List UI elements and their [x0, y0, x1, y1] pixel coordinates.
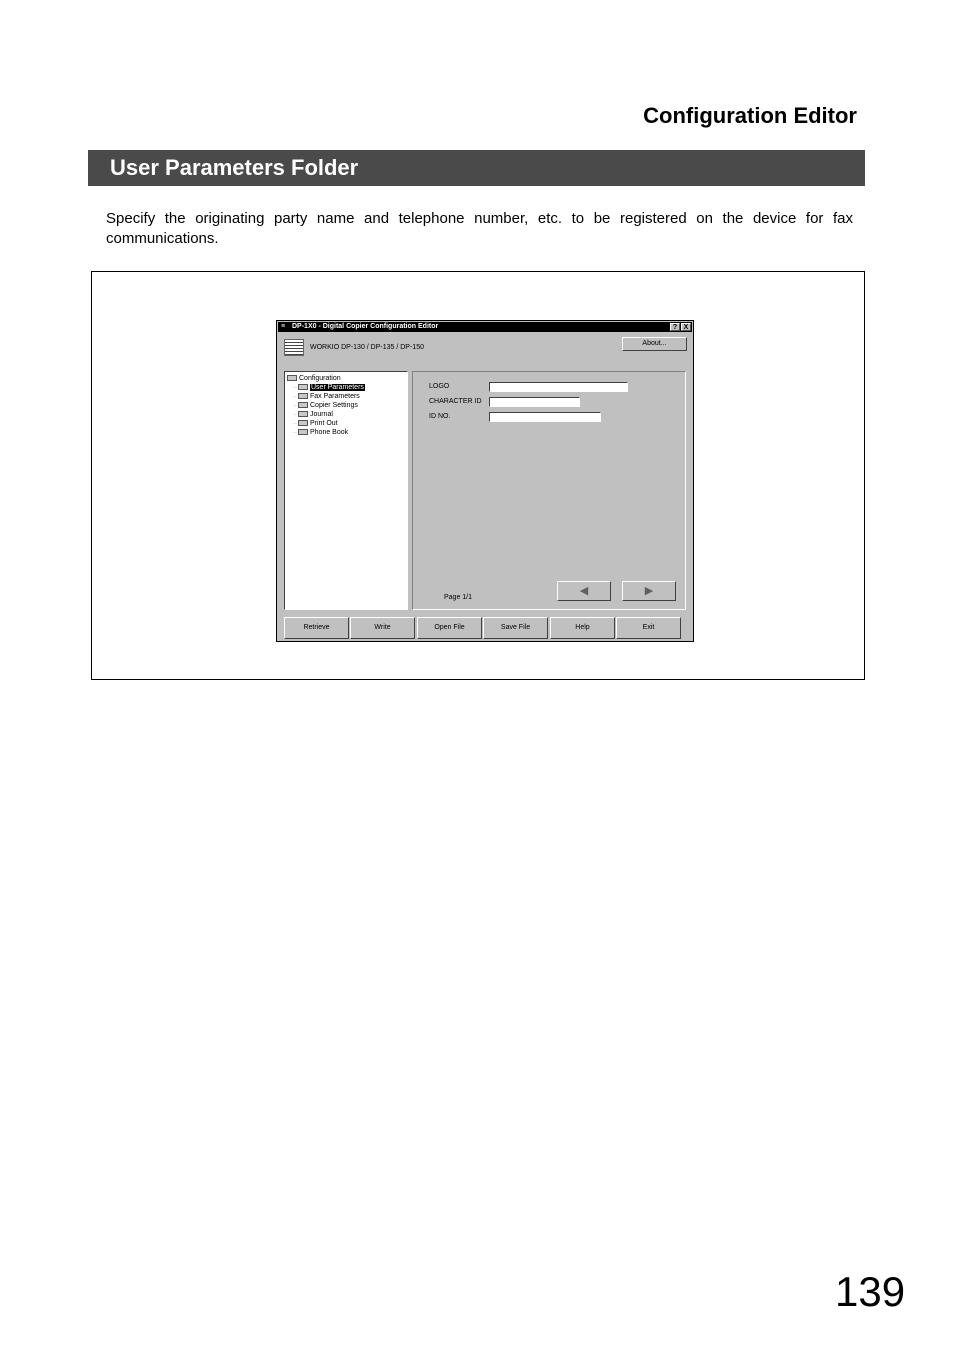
folder-icon: [298, 402, 308, 408]
retrieve-button[interactable]: Retrieve: [284, 617, 349, 639]
write-button[interactable]: Write: [350, 617, 415, 639]
tree-item-fax-parameters[interactable]: ·· Fax Parameters: [293, 393, 360, 400]
folder-icon: [298, 429, 308, 435]
tree-root[interactable]: [287, 374, 341, 383]
tree-item-label: Phone Book: [310, 429, 349, 436]
tree-item-label: Print Out: [310, 420, 338, 427]
model-name: WORKIO DP-130 / DP-135 / DP-150: [310, 344, 424, 351]
tree-item-copier-settings[interactable]: ·· Copier Settings: [293, 402, 358, 409]
help-button[interactable]: Help: [550, 617, 615, 639]
page-number: 139: [835, 1268, 906, 1315]
folder-open-icon: [287, 375, 297, 381]
about-button[interactable]: About...: [622, 337, 687, 351]
id-no-field[interactable]: [489, 412, 601, 422]
window-title: DP-1X0 - Digital Copier Configuration Editor: [292, 323, 439, 330]
app-logo-icon: [284, 339, 304, 356]
character-id-label: CHARACTER ID: [429, 398, 482, 405]
parameters-panel: [412, 371, 686, 610]
tree-item-label: Journal: [310, 411, 333, 418]
section-title: User Parameters Folder: [110, 155, 359, 180]
window-titlebar: [278, 322, 692, 332]
intro-paragraph: Specify the originating party name and telephone number, etc. to be registered on the device for fax communications.: [106, 210, 853, 247]
folder-icon: [298, 420, 308, 426]
save-file-button[interactable]: Save File: [483, 617, 548, 639]
folder-icon: [298, 393, 308, 399]
character-id-field[interactable]: [489, 397, 580, 407]
next-page-button[interactable]: [622, 581, 676, 601]
exit-button[interactable]: Exit: [616, 617, 681, 639]
system-menu-icon[interactable]: ≡: [281, 323, 286, 330]
id-no-label: ID NO.: [429, 413, 451, 420]
open-file-button[interactable]: Open File: [417, 617, 482, 639]
tree-item-journal[interactable]: ·· Journal: [293, 411, 333, 418]
tree-item-label: Fax Parameters: [310, 393, 360, 400]
config-tree: [284, 371, 408, 610]
arrow-right-icon: ▶: [644, 585, 654, 597]
page-indicator: Page 1/1: [444, 594, 473, 601]
tree-root-label: Configuration: [299, 375, 341, 382]
tree-item-user-parameters[interactable]: ·· User Parameters: [293, 384, 364, 391]
arrow-left-icon: ◀: [579, 585, 589, 597]
config-editor-window: [276, 320, 694, 642]
help-titlebar-button[interactable]: ?: [670, 323, 680, 331]
close-button[interactable]: X: [681, 323, 691, 331]
page-header-title: Configuration Editor: [643, 103, 857, 128]
tree-item-label: Copier Settings: [310, 402, 358, 409]
prev-page-button[interactable]: [557, 581, 611, 601]
folder-icon: [298, 384, 308, 390]
logo-field[interactable]: [489, 382, 628, 392]
section-title-band: [88, 150, 865, 186]
tree-item-print-out[interactable]: ·· Print Out: [293, 420, 338, 427]
folder-icon: [298, 411, 308, 417]
logo-label: LOGO: [429, 383, 450, 390]
tree-item-phone-book[interactable]: ·· Phone Book: [293, 429, 349, 436]
tree-item-label: User Parameters: [311, 384, 364, 391]
